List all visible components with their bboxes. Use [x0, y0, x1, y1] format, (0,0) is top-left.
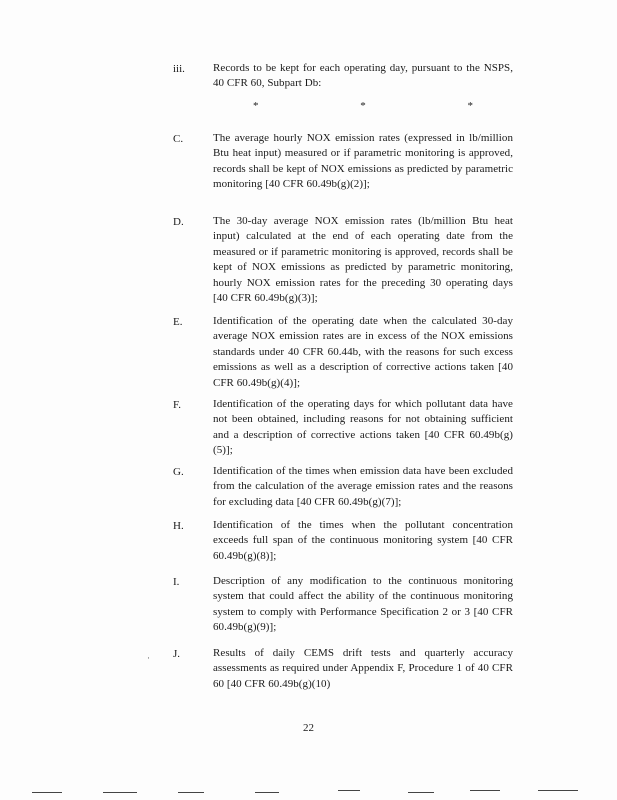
item-text: Results of daily CEMS drift tests and quarterly accuracy assessments as required under Appendix F, Procedure 1 of 40 CFR 60 [40 CFR 60.49b(g)(10)	[213, 647, 513, 690]
footer-scan-rule	[0, 788, 617, 796]
list-item-iii	[173, 61, 513, 92]
item-marker: G.	[173, 466, 184, 478]
rule-segment	[338, 790, 360, 791]
item-marker: H.	[173, 520, 184, 532]
list-item-f	[173, 397, 513, 459]
page-number: 22	[303, 722, 314, 734]
item-marker: F.	[173, 399, 181, 411]
item-marker: I.	[173, 576, 180, 588]
item-text: The average hourly NOX emission rates (expressed in lb/million Btu heat input) measured or if parametric monitoring is approved, records shall be kept of NOX emissions as predicted by parametric monitoring [40 CFR 60.49b(g)(2)];	[213, 132, 513, 191]
list-item-i	[173, 574, 513, 636]
item-text: Identification of the operating date when the calculated 30-day average NOX emission rates are in excess of the NOX emissions standards under 40 CFR 60.44b, with the reasons for such excess emissions as well as a description of corrective actions taken [40 CFR 60.49b(g)(4)];	[213, 315, 513, 389]
ellipsis-asterisks	[213, 100, 513, 112]
asterisk: *	[253, 100, 259, 112]
item-text: Description of any modification to the continuous monitoring system that could affect the ability of the continuous monitoring system to comply with Performance Specification 2 or 3 [40 CFR 60.49b(g)(9)];	[213, 575, 513, 634]
item-text: Identification of the times when emission data have been excluded from the calculation of the average emission rates and the reasons for excluding data [40 CFR 60.49b(g)(7)];	[213, 465, 513, 508]
asterisk: *	[467, 100, 473, 112]
list-item-j	[173, 646, 513, 692]
item-marker: iii.	[173, 63, 185, 75]
item-marker: E.	[173, 316, 183, 328]
item-text: The 30-day average NOX emission rates (lb/million Btu heat input) calculated at the end of each operating date from the measured or if parametric monitoring is approved, records shall be kept of NOX emissions as predicted by parametric monitoring, hourly NOX emission rates for the preceding 30 operating days [40 CFR 60.49b(g)(3)];	[213, 215, 513, 305]
rule-segment	[538, 790, 578, 791]
rule-segment	[32, 792, 62, 793]
rule-segment	[255, 792, 279, 793]
item-marker: C.	[173, 133, 184, 145]
rule-segment	[178, 792, 204, 793]
scan-mark: ·	[147, 653, 150, 663]
rule-segment	[470, 790, 500, 791]
rule-segment	[103, 792, 137, 793]
list-item-h	[173, 518, 513, 564]
rule-segment	[408, 792, 434, 793]
item-marker: J.	[173, 648, 181, 660]
asterisk: *	[360, 100, 366, 112]
item-text: Records to be kept for each operating day, pursuant to the NSPS, 40 CFR 60, Subpart Db:	[213, 62, 513, 90]
item-marker: D.	[173, 216, 184, 228]
item-text: Identification of the operating days for which pollutant data have not been obtained, including reasons for not obtaining sufficient and a description of corrective actions taken [40 CFR 60.49b(g)(5)];	[213, 398, 513, 457]
list-item-e	[173, 314, 513, 391]
item-text: Identification of the times when the pollutant concentration exceeds full span of the continuous monitoring system [40 CFR 60.49b(g)(8)];	[213, 519, 513, 562]
list-item-g	[173, 464, 513, 510]
list-item-c	[173, 131, 513, 193]
list-item-d	[173, 214, 513, 306]
